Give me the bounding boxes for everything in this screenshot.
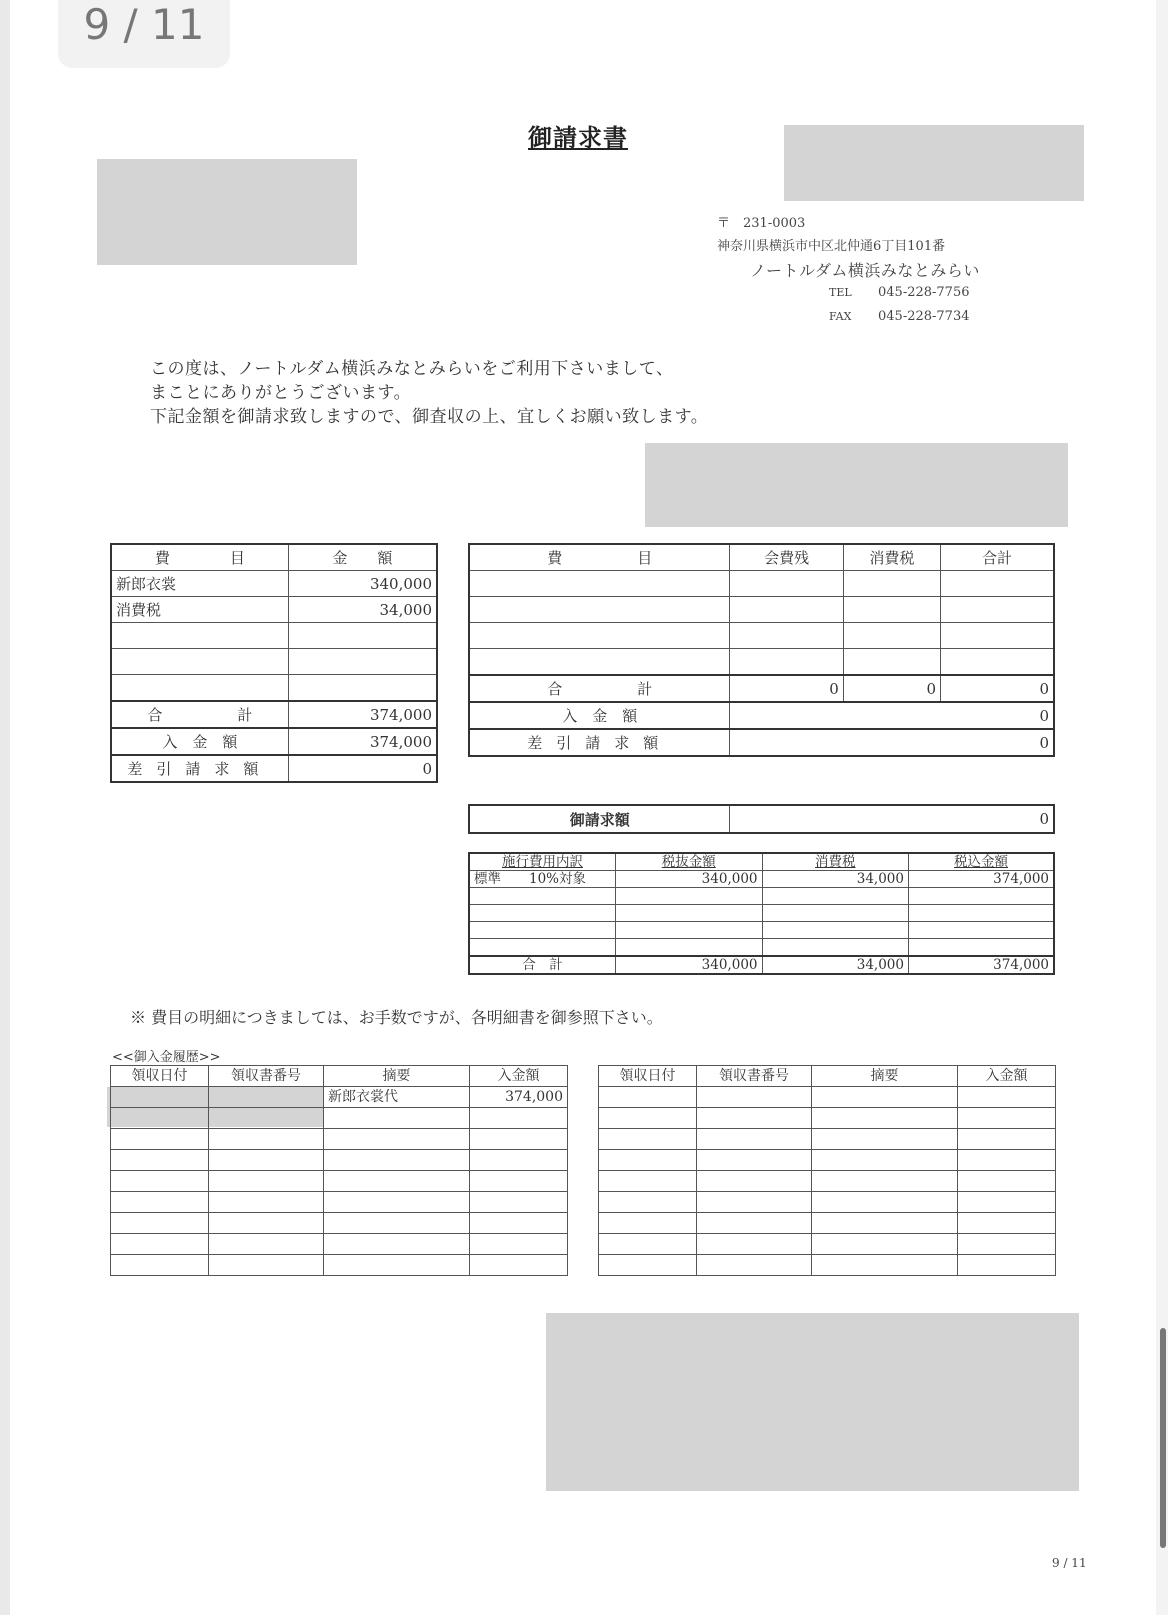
empty-cell [941, 623, 1054, 649]
breakdown-table [468, 852, 1055, 975]
redacted-block-bottom [546, 1313, 1079, 1491]
breakdown-incl: 374,000 [909, 871, 1055, 888]
redacted-block-stamp [645, 443, 1068, 527]
empty-cell [730, 571, 843, 597]
breakdown-total-incl: 374,000 [909, 956, 1055, 974]
history-summary: 新郎衣裳代 [324, 1087, 470, 1108]
header-cell: 費 目 [469, 544, 730, 571]
header-cell: 領収日付 [599, 1066, 697, 1087]
item-cell: 消費税 [111, 597, 288, 623]
paid-label: 入 金 額 [111, 728, 288, 755]
sender-fax: 045-228-7734 [878, 309, 970, 324]
sender-name: ノートルダム横浜みなとみらい [750, 261, 980, 280]
breakdown-total-excl: 340,000 [616, 956, 763, 974]
empty-cell [843, 649, 940, 676]
viewer-scrollbar-thumb[interactable] [1160, 1328, 1166, 1548]
header-cell: 税抜金額 [616, 853, 763, 871]
invoice-amount-value: 0 [730, 805, 1054, 833]
breakdown-tax: 34,000 [762, 871, 909, 888]
balance-value: 0 [730, 729, 1054, 756]
empty-cell [909, 939, 1055, 957]
sender-tel-label: TEL [829, 286, 852, 299]
empty-cell [941, 649, 1054, 676]
header-cell: 領収書番号 [697, 1066, 812, 1087]
breakdown-target: 10%対象 [529, 871, 587, 887]
paid-label: 入 金 額 [469, 702, 730, 729]
balance-value: 0 [288, 755, 437, 782]
history-cell [111, 1087, 209, 1108]
greeting-line-1: この度は、ノートルダム横浜みなとみらいをご利用下さいまして、 [150, 359, 674, 379]
history-cell [209, 1087, 324, 1108]
balance-label: 差引請求額 [469, 729, 730, 756]
header-cell: 金 額 [288, 544, 437, 571]
amount-cell [288, 649, 437, 675]
sender-address: 神奈川県横浜市中区北仲通6丁目101番 [717, 239, 946, 254]
paid-value: 374,000 [288, 728, 437, 755]
page-indicator-badge: 9 / 11 [58, 0, 230, 68]
payment-history-table-right [598, 1065, 1056, 1276]
item-cell: 新郎衣裳 [111, 571, 288, 597]
empty-cell [843, 623, 940, 649]
empty-cell [469, 905, 616, 922]
empty-cell [762, 888, 909, 905]
document-title: 御請求書 [528, 123, 628, 152]
breakdown-kind: 標準 [474, 871, 501, 887]
greeting-line-2: まことにありがとうございます。 [150, 383, 412, 403]
empty-cell [730, 649, 843, 676]
right-summary-table [468, 543, 1055, 757]
total-label: 合 計 [111, 701, 288, 728]
header-cell: 摘要 [324, 1066, 470, 1087]
breakdown-total-label: 合 計 [469, 956, 616, 974]
payment-history-title: <<御入金履歴>> [112, 1050, 221, 1065]
item-cell [111, 649, 288, 675]
empty-cell [469, 649, 730, 676]
details-note: ※ 費目の明細につきましては、お手数ですが、各明細書を御参照下さい。 [130, 1008, 663, 1027]
payment-history-table-left [110, 1065, 568, 1276]
empty-cell [762, 939, 909, 957]
header-cell: 領収書番号 [209, 1066, 324, 1087]
empty-cell [616, 888, 763, 905]
empty-cell [909, 922, 1055, 939]
redacted-block-recipient [97, 159, 357, 265]
empty-cell [469, 922, 616, 939]
breakdown-excl: 340,000 [616, 871, 763, 888]
total-value: 0 [941, 675, 1054, 702]
amount-cell: 34,000 [288, 597, 437, 623]
empty-cell [616, 922, 763, 939]
empty-cell [909, 905, 1055, 922]
greeting-line-3: 下記金額を御請求致しますので、御査収の上、宜しくお願い致します。 [150, 407, 709, 427]
empty-cell [469, 571, 730, 597]
viewer-left-edge [0, 0, 10, 1615]
empty-cell [941, 597, 1054, 623]
header-cell: 摘要 [812, 1066, 958, 1087]
paid-value: 0 [730, 702, 1054, 729]
history-amount: 374,000 [470, 1087, 568, 1108]
total-value: 0 [843, 675, 940, 702]
sender-fax-label: FAX [829, 310, 852, 323]
empty-cell [843, 597, 940, 623]
balance-label: 差引請求額 [111, 755, 288, 782]
empty-cell [941, 571, 1054, 597]
invoice-amount-label: 御請求額 [469, 805, 730, 833]
breakdown-kind-cell [469, 871, 616, 888]
empty-cell [616, 939, 763, 957]
header-cell: 合計 [941, 544, 1054, 571]
header-cell: 費 目 [111, 544, 288, 571]
breakdown-total-tax: 34,000 [762, 956, 909, 974]
empty-cell [762, 905, 909, 922]
invoice-amount-table [468, 804, 1055, 834]
header-cell: 消費税 [843, 544, 940, 571]
header-cell: 会費残 [730, 544, 843, 571]
header-cell: 入金額 [958, 1066, 1056, 1087]
total-value: 0 [730, 675, 843, 702]
item-cell [111, 675, 288, 702]
empty-cell [730, 623, 843, 649]
left-summary-table [110, 543, 438, 783]
sender-tel: 045-228-7756 [878, 285, 970, 300]
empty-cell [909, 888, 1055, 905]
header-cell: 消費税 [762, 853, 909, 871]
amount-cell [288, 623, 437, 649]
amount-cell: 340,000 [288, 571, 437, 597]
empty-cell [469, 597, 730, 623]
redacted-block-header [784, 125, 1084, 201]
header-cell: 税込金額 [909, 853, 1055, 871]
empty-cell [469, 939, 616, 957]
empty-cell [469, 623, 730, 649]
total-value: 374,000 [288, 701, 437, 728]
empty-cell [730, 597, 843, 623]
header-cell: 施行費用内訳 [469, 853, 616, 871]
header-cell: 入金額 [470, 1066, 568, 1087]
empty-cell [616, 905, 763, 922]
total-label: 合 計 [469, 675, 730, 702]
sender-postal: 〒 231-0003 [717, 216, 806, 231]
empty-cell [469, 888, 616, 905]
footer-page-number: 9 / 11 [1052, 1556, 1087, 1570]
empty-cell [843, 571, 940, 597]
item-cell [111, 623, 288, 649]
empty-cell [762, 922, 909, 939]
header-cell: 領収日付 [111, 1066, 209, 1087]
amount-cell [288, 675, 437, 702]
